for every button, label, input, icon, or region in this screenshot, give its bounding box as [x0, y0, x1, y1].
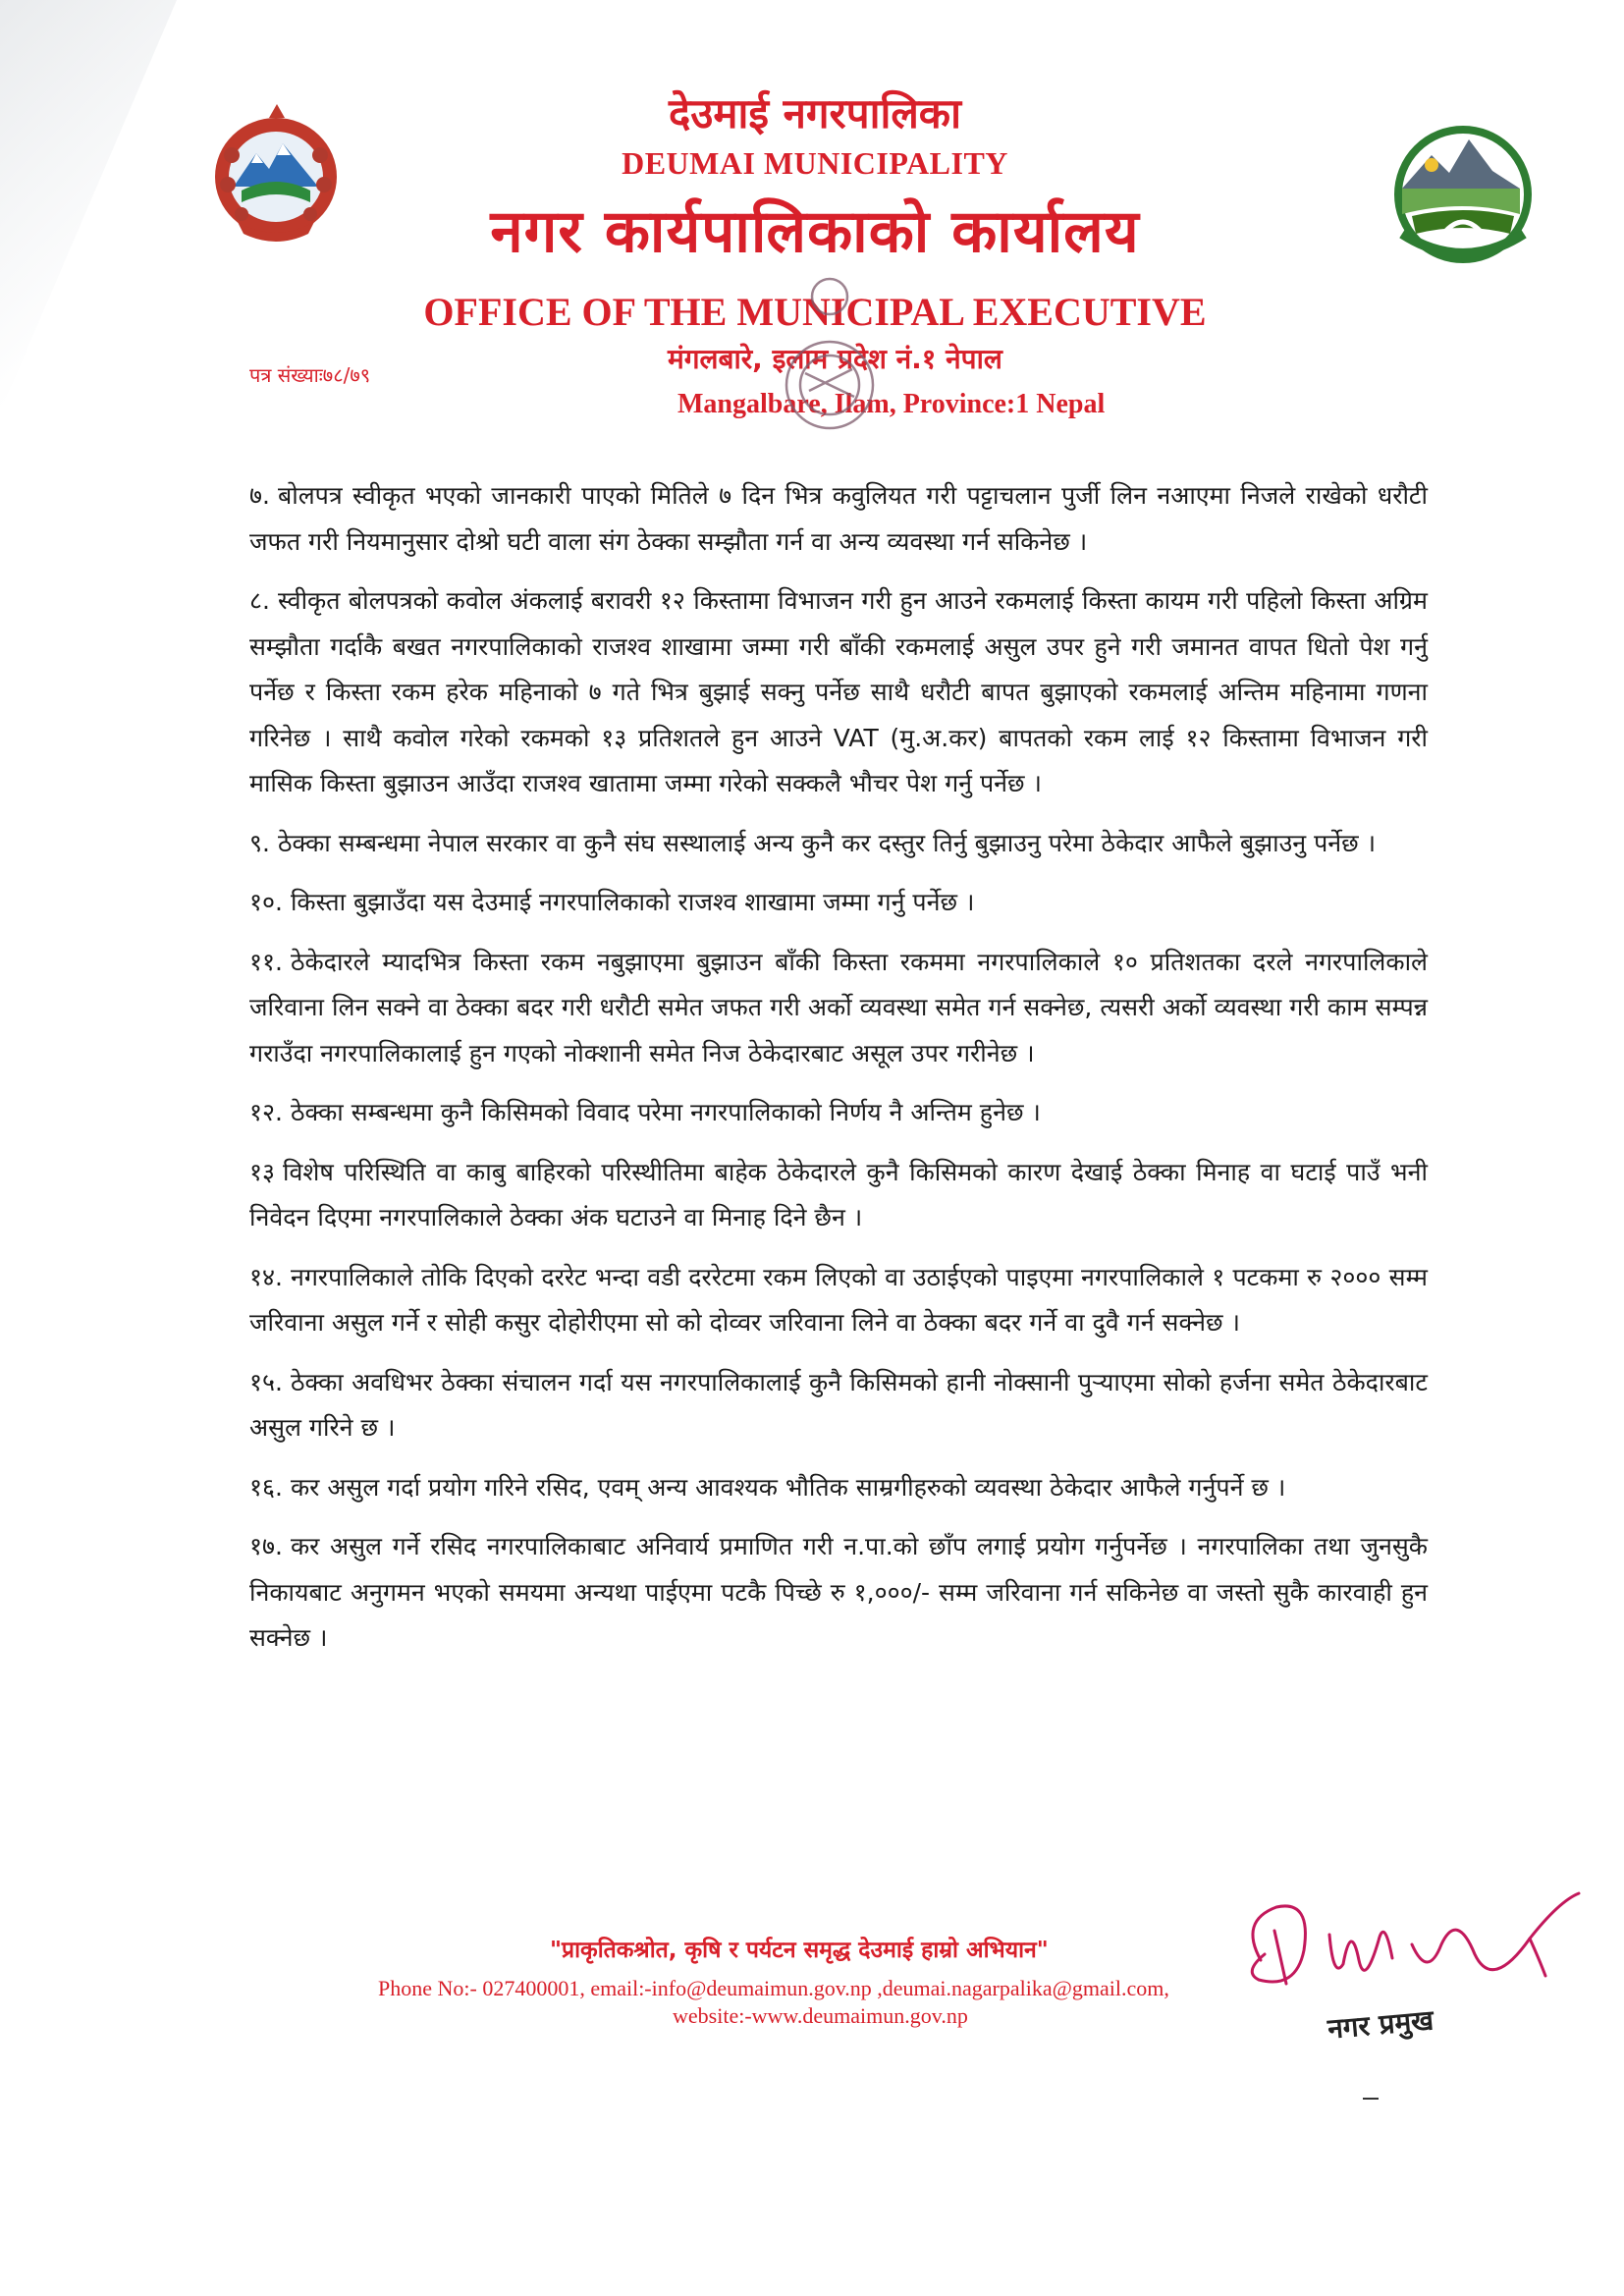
document-body — [249, 473, 1428, 1675]
municipality-name-en: DEUMAI MUNICIPALITY — [622, 145, 1008, 181]
signature-dash — [1363, 2098, 1379, 2100]
office-name-np: नगर कार्यपालिकाको कार्यालय — [490, 197, 1140, 266]
clause-number: १४. — [249, 1262, 283, 1291]
clause-10 — [249, 880, 1428, 926]
clause-text: कर असुल गर्ने रसिद नगरपालिकाबाट अनिवार्य प्रमाणित गरी न.पा.को छाँप लगाई प्रयोग गर्नुपर्नेछ । नगरपालिका तथा जुनसुकै निकायबाट अनुगमन भएको समयमा अन्यथा पाईएमा पटकै पिच्छे रु १,०००/- सम्म जरिवाना गर्न सकिनेछ वा जस्तो सुकै कारवाही हुन सक्नेछ । — [249, 1532, 1428, 1652]
clause-number: ७. — [249, 481, 270, 510]
clause-text: ठेक्का अवधिभर ठेक्का संचालन गर्दा यस नगरपालिकालाई कुनै किसिमको हानी नोक्सानी पुऱ्याएमा सोको हर्जना समेत ठेकेदारबाट असुल गरिने छ । — [249, 1367, 1428, 1442]
clause-number: १६. — [249, 1472, 283, 1502]
clause-number: १०. — [249, 888, 283, 916]
clause-text: कर असुल गर्दा प्रयोग गरिने रसिद, एवम् अन्य आवश्यक भौतिक साम्रगीहरुको व्यवस्था ठेकेदार आफैले गर्नुपर्ने छ । — [290, 1472, 1286, 1502]
clause-16 — [249, 1465, 1428, 1511]
clause-7 — [249, 473, 1428, 565]
clause-8 — [249, 578, 1428, 807]
clause-text: किस्ता बुझाउँदा यस देउमाई नगरपालिकाको राजश्व शाखामा जम्मा गर्नु पर्नेछ । — [290, 888, 975, 916]
clause-14 — [249, 1255, 1428, 1346]
clause-number: ८. — [249, 586, 270, 615]
clause-number: ९. — [249, 828, 270, 857]
clause-text: स्वीकृत बोलपत्रको कवोल अंकलाई बरावरी १२ किस्तामा विभाजन गरी हुन आउने रकमलाई किस्ता कायम गरी पहिलो किस्ता अग्रिम सम्झौता गर्दाकै बखत नगरपालिकाको राजश्व शाखामा जम्मा गरी बाँकी रकमलाई असुल उपर हुने गरी जमानत वापत धितो पेश गर्नु पर्नेछ र किस्ता रकम हरेक महिनाको ७ गते भित्र बुझाई सक्नु पर्नेछ साथै धरौटी बापत बुझाएको रकमलाई अन्तिम महिनामा गणना गरिनेछ । साथै कवोल गरेको रकमको १३ प्रतिशतले हुन आउने VAT (मु.अ.कर) बापतको रकम लाई १२ किस्तामा विभाजन गरी मासिक किस्ता बुझाउन आउँदा राजश्व खातामा जम्मा गरेको सक्कलै भौचर पेश गर्नु पर्नेछ । — [249, 586, 1428, 797]
signature-icon — [1235, 1882, 1602, 2019]
footer-slogan: "प्राकृतिकश्रोत, कृषि र पर्यटन समृद्ध देउमाई हाम्रो अभियान" — [550, 1938, 1049, 1963]
clause-17 — [249, 1524, 1428, 1662]
clause-15 — [249, 1360, 1428, 1451]
clause-number: १५. — [249, 1367, 283, 1396]
clause-13 — [249, 1150, 1428, 1241]
clause-number: ११. — [249, 947, 283, 976]
clause-text: ठेक्का सम्बन्धमा नेपाल सरकार वा कुनै संघ सस्थालाई अन्य कुनै कर दस्तुर तिर्नु बुझाउनु परेमा ठेकेदार आफैले बुझाउनु पर्नेछ । — [277, 828, 1377, 857]
clause-11 — [249, 940, 1428, 1077]
footer-website: website:-www.deumaimun.gov.np — [673, 2003, 968, 2028]
clause-text: ठेकेदारले म्यादभित्र किस्ता रकम नबुझाएमा बुझाउन बाँकी किस्ता रकममा नगरपालिकाले १० प्रतिशतका दरले नगरपालिकाले जरिवाना लिन सक्ने वा ठेक्का बदर गरी धरौटी समेत जफत गरी अर्को व्यवस्था समेत गर्न सक्नेछ, त्यसरी अर्को व्यवस्था गरी काम सम्पन्न गराउँदा नगरपालिकालाई हुन गएको नोक्शानी समेत निज ठेकेदारबाट असूल उपर गरीनेछ । — [249, 947, 1428, 1067]
clause-number: १३ — [249, 1157, 276, 1186]
letter-reference-number: पत्र संख्याः७८/७९ — [249, 363, 371, 387]
clause-12 — [249, 1090, 1428, 1136]
address-en: Mangalbare, Ilam, Province:1 Nepal — [677, 389, 1106, 419]
municipality-name-np: देउमाई नगरपालिका — [669, 89, 961, 137]
clause-9 — [249, 821, 1428, 867]
municipality-logo-icon — [1373, 116, 1553, 273]
clause-number: १२. — [249, 1098, 283, 1126]
office-name-en: OFFICE OF THE MUNICIPAL EXECUTIVE — [423, 290, 1207, 334]
office-stamp-icon — [776, 275, 884, 442]
signatory-title: नगर प्रमुख — [1326, 2003, 1435, 2046]
footer-contact: Phone No:- 027400001, email:-info@deumaimun.gov.np ,deumai.nagarpalika@gmail.com, — [378, 1976, 1169, 2000]
clause-text: नगरपालिकाले तोकि दिएको दररेट भन्दा वडी दररेटमा रकम लिएको वा उठाईएको पाइएमा नगरपालिकाले १ पटकमा रु २००० सम्म जरिवाना असुल गर्ने र सोही कसुर दोहोरीएमा सो को दोव्वर जरिवाना लिने वा ठेक्का बदर गर्ने वा दुवै गर्न सक्नेछ । — [249, 1262, 1428, 1337]
clause-number: १७. — [249, 1532, 283, 1560]
address-np: मंगलबारे, इलाम प्रदेश नं.१ नेपाल — [668, 343, 1002, 375]
page-fold-shadow — [0, 0, 177, 412]
clause-text: बोलपत्र स्वीकृत भएको जानकारी पाएको मितिले ७ दिन भित्र कवुलियत गरी पट्टाचलान पुर्जी लिन नआएमा निजले राखेको धरौटी जफत गरी नियमानुसार दोश्रो घटी वाला संग ठेक्का सम्झौता गर्न वा अन्य व्यवस्था गर्न सकिनेछ । — [249, 481, 1428, 556]
clause-text: विशेष परिस्थिति वा काबु बाहिरको परिस्थीतिमा बाहेक ठेकेदारले कुनै किसिमको कारण देखाई ठेक्का मिनाह वा घटाई पाउँ भनी निवेदन दिएमा नगरपालिकाले ठेक्का अंक घटाउने वा मिनाह दिने छैन । — [249, 1157, 1428, 1231]
clause-text: ठेक्का सम्बन्धमा कुनै किसिमको विवाद परेमा नगरपालिकाको निर्णय नै अन्तिम हुनेछ । — [290, 1098, 1041, 1126]
